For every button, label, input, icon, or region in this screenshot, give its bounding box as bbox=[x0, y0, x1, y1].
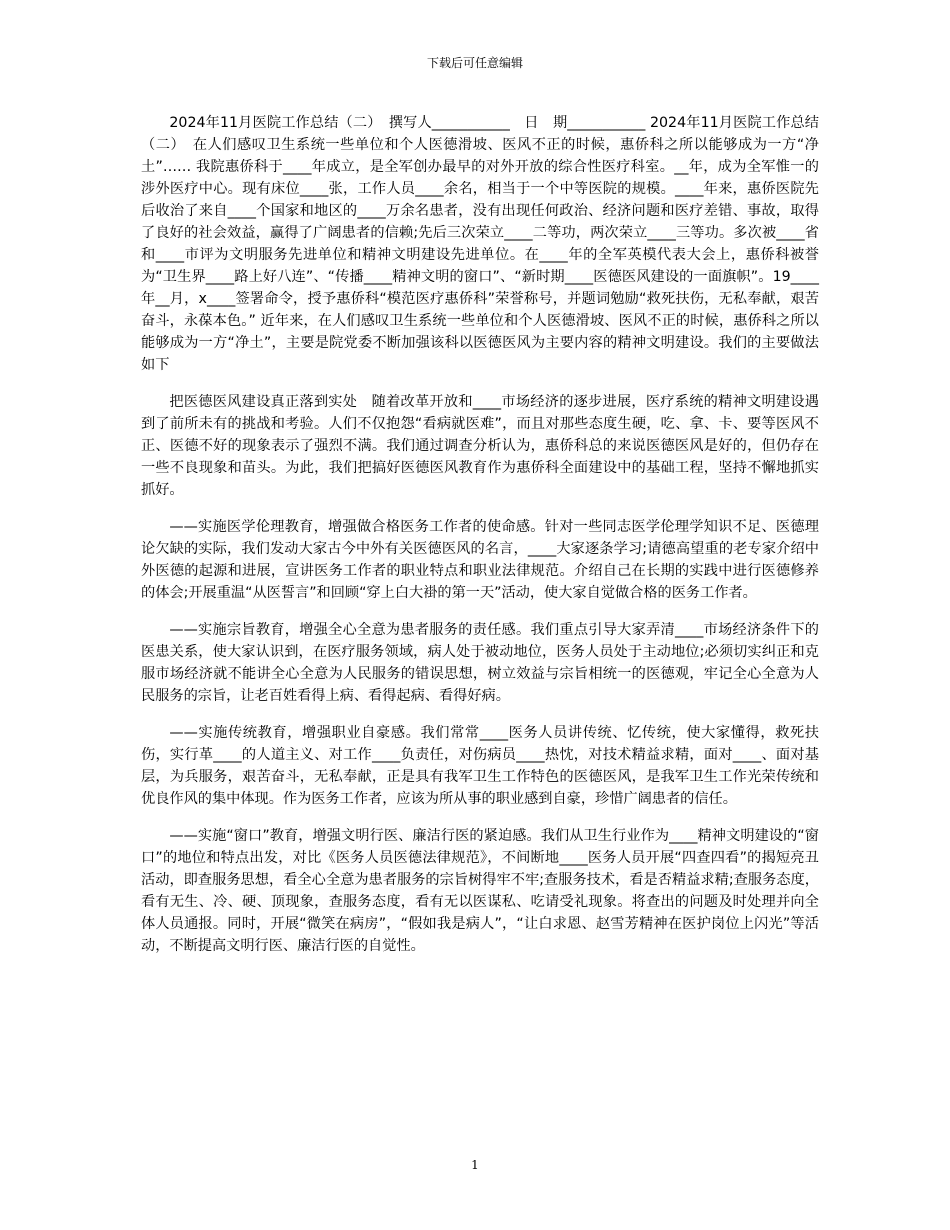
paragraph-ethics-education: ——实施医学伦理教育，增强做合格医务工作者的使命感。针对一些同志医学伦理学知识不足、医德理论欠缺的实际，我们发动大家古今中外有关医德医风的名言，____大家逐条学习;请德高望重的老专家介绍中外医德的起源和进展，宣讲医务工作者的职业特点和职业法律规范。介绍自己在长期的实践中进行医德修养的体会;开展重温“从医誓言”和回顾“穿上白大褂的第一天”活动，使大家自觉做合格的医务工作者。 bbox=[141, 519, 819, 601]
paragraph-tradition-education: ——实施传统教育，增强职业自豪感。我们常常____医务人员讲传统、忆传统，使大家懂得，救死扶伤，实行革____的人道主义、对工作____负责任，对伤病员____热忱，对技术精益求精，面对____、面对基层，为兵服务，艰苦奋斗，无私奉献，正是具有我军卫生工作特色的医德医风，是我军卫生工作光荣传统和优良作风的集中体现。作为医务工作者，应该为所从事的职业感到自豪，珍惜广阔患者的信任。 bbox=[141, 725, 819, 807]
page-number: 1 bbox=[471, 1158, 479, 1172]
paragraph-window-education: ——实施“窗口”教育，增强文明行医、廉洁行医的紧迫感。我们从卫生行业作为____精神文明建设的“窗口”的地位和特点出发，对比《医务人员医德法律规范》，不间断地____医务人员开展“四查四看”的揭短亮丑活动，即查服务思想，看全心全意为患者服务的宗旨树得牢不牢;查服务技术，看是否精益求精;查服务态度，看有无生、冷、硬、顶现象，查服务态度，看有无以医谋私、吃请受礼现象。将查出的问题及时处理并向全体人员通报。同时，开展“微笑在病房”，“假如我是病人”，“让白求恩、赵雪芳精神在医护岗位上闪光”等活动，不断提高文明行医、廉洁行医的自觉性。 bbox=[141, 828, 819, 954]
paragraph-intro: 2024年11月医院工作总结（二） 撰写人___________ 日 期___________ 2024年11月医院工作总结（二） 在人们感叹卫生系统一些单位和个人医德滑坡、医风不正的时候，惠侨科之所以能够成为一方“净土”…… 我院惠侨科于____年成立，是全军创办最早的对外开放的综合性医疗科室。__年，成为全军惟一的涉外医疗中心。现有床位____张，工作人员____余名，相当于一个中等医院的规模。____年来，惠侨医院先后收治了来自____个国家和地区的____万余名患者，没有出现任何政治、经济问题和医疗差错、事故，取得了良好的社会效益，赢得了广阔患者的信赖;先后三次荣立____二等功，两次荣立____三等功。多次被____省和____市评为文明服务先进单位和精神文明建设先进单位。在____年的全军英模代表大会上，惠侨科被誉为“卫生界____路上好八连”、“传播____精神文明的窗口”、“新时期____医德医风建设的一面旗帜”。19____年__月，x____签署命令，授予惠侨科“模范医疗惠侨科”荣誉称号，并题词勉励“救死扶伤，无私奉献，艰苦奋斗，永葆本色。” 近年来，在人们感叹卫生系统一些单位和个人医德滑坡、医风不正的时候，惠侨科之所以能够成为一方“净土”，主要是院党委不断加强该科以医德医风为主要内容的精神文明建设。我们的主要做法如下 bbox=[141, 115, 819, 373]
document-body bbox=[141, 112, 819, 972]
paragraph-purpose-education: ——实施宗旨教育，增强全心全意为患者服务的责任感。我们重点引导大家弄清____市场经济条件下的医患关系，使大家认识到，在医疗服务领域，病人处于被动地位，医务人员处于主动地位;必须切实纠正和克服市场经济就不能讲全心全意为人民服务的错误思想，树立效益与宗旨相统一的医德观，牢记全心全意为人民服务的宗旨，让老百姓看得上病、看得起病、看得好病。 bbox=[141, 622, 819, 704]
page-header-note: 下载后可任意编辑 bbox=[426, 56, 523, 70]
paragraph-section-1: 把医德医风建设真正落到实处 随着改革开放和____市场经济的逐步进展，医疗系统的精神文明建设遇到了前所未有的挑战和考验。人们不仅抱怨“看病就医难”，而且对那些态度生硬，吃、拿、卡、要等医风不正、医德不好的现象表示了强烈不满。我们通过调查分析认为，惠侨科总的来说医德医风是好的，但仍存在一些不良现象和苗头。为此，我们把搞好医德医风教育作为惠侨科全面建设中的基础工程，坚持不懈地抓实抓好。 bbox=[141, 394, 819, 498]
